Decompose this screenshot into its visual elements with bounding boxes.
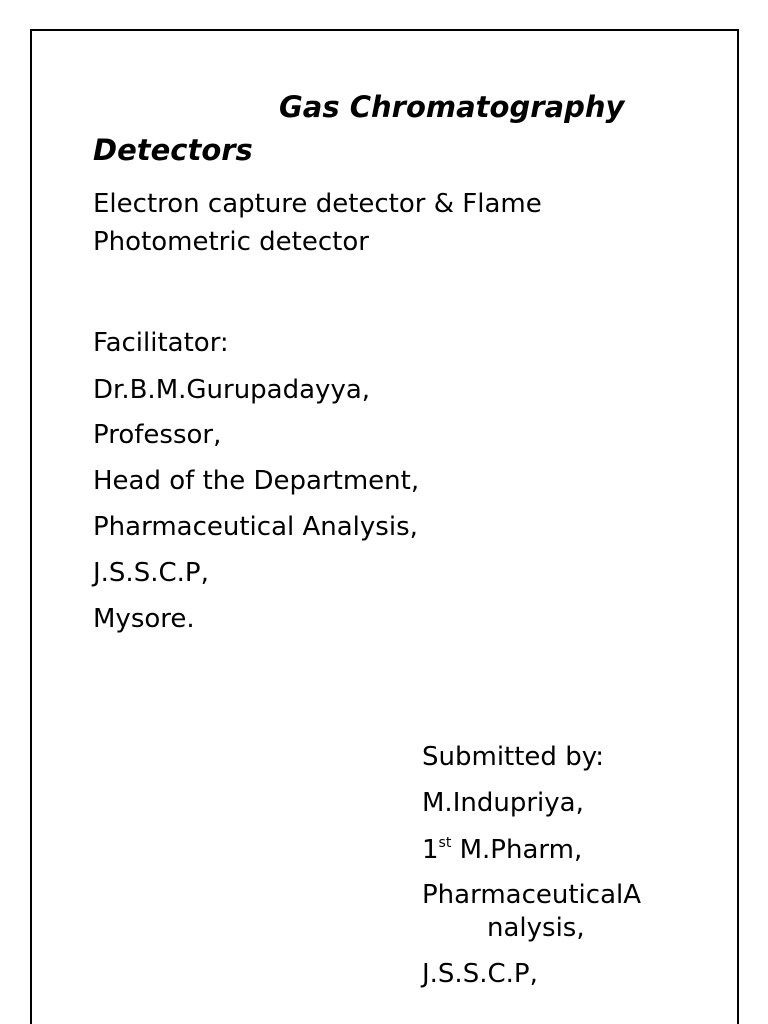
student-course xyxy=(422,836,582,863)
student-department-continued: nalysis, xyxy=(487,913,585,943)
course-year: 1 xyxy=(422,835,439,865)
document-title: Gas Chromatography xyxy=(279,90,625,124)
student-department: PharmaceuticalA xyxy=(422,880,642,910)
facilitator-city: Mysore. xyxy=(93,604,195,634)
course-year-superscript: st xyxy=(438,835,452,851)
facilitator-label: Facilitator: xyxy=(93,328,229,358)
facilitator-department: Pharmaceutical Analysis, xyxy=(93,512,418,542)
submitted-label: Submitted by: xyxy=(422,742,604,772)
facilitator-name: Dr.B.M.Gurupadayya, xyxy=(93,375,371,405)
student-name: M.Indupriya, xyxy=(422,788,584,818)
course-name: M.Pharm, xyxy=(451,835,583,865)
facilitator-position: Professor, xyxy=(93,420,222,450)
subtitle: Electron capture detector & Flame xyxy=(93,189,542,219)
subtitle-continued: Photometric detector xyxy=(93,227,369,257)
document-title-continued: Detectors xyxy=(93,133,253,167)
facilitator-role: Head of the Department, xyxy=(93,466,420,496)
facilitator-college: J.S.S.C.P, xyxy=(93,558,209,588)
student-college: J.S.S.C.P, xyxy=(422,959,538,989)
